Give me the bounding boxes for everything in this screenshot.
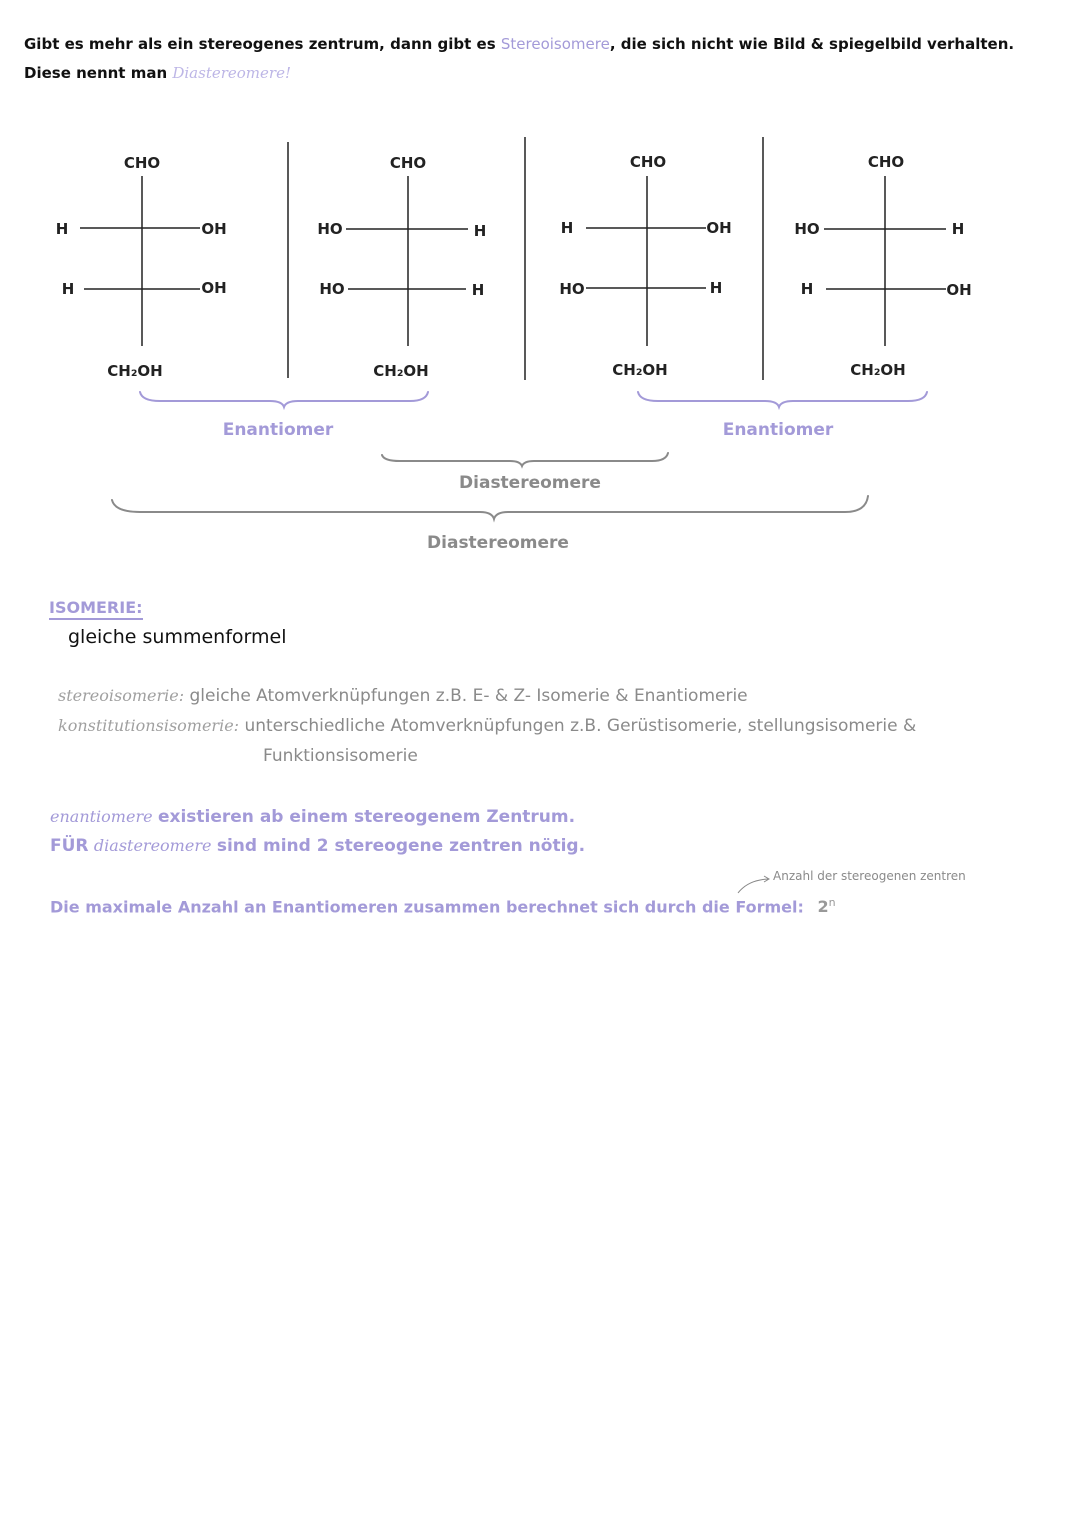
bottom-group: CH₂OH [107, 362, 163, 380]
stereoisomerie-definition: gleiche Atomverknüpfungen z.B. E- & Z- Isomerie & Enantiomerie [189, 686, 748, 706]
formula-text: Die maximale Anzahl an Enantiomeren zusammen berechnet sich durch die Formel: [50, 897, 804, 917]
row1-left-group: H [55, 220, 69, 238]
fischer-structure-4-lines [824, 176, 946, 346]
row2-left-group: HO [319, 280, 345, 298]
enantiomer-brace-1 [140, 392, 428, 407]
intro-text-2: , die sich nicht wie Bild & spiegelbild verhalten. [609, 35, 1015, 53]
top-group: CHO [629, 153, 667, 171]
diastereomere-text: sind mind 2 stereogene zentren nötig. [216, 836, 586, 856]
row1-left-group: H [560, 219, 574, 237]
stereoisomerie-line [58, 686, 748, 706]
diastereomere-brace-outer [112, 496, 868, 519]
diastereomere-brace-inner [382, 453, 668, 466]
row2-left-group: H [61, 280, 75, 298]
isomerie-heading: ISOMERIE: [49, 598, 143, 620]
row1-right-group: OH [706, 219, 732, 237]
fuer-text: FÜR [50, 836, 89, 856]
fischer-structure-3-lines [586, 176, 706, 346]
diastereomere-label-inner: Diastereomere [459, 473, 601, 493]
row2-right-group: H [709, 279, 723, 297]
isomerie-subtitle: gleiche summenformel [68, 626, 287, 648]
row1-left-group: HO [317, 220, 343, 238]
enantiomer-label-1: Enantiomer [222, 420, 334, 440]
exponent-annotation: Anzahl der stereogenen zentren [773, 869, 966, 883]
row2-right-group: OH [946, 281, 972, 299]
enantiomer-label-2: Enantiomer [722, 420, 834, 440]
bottom-group: CH₂OH [373, 362, 429, 380]
row2-right-group: H [471, 281, 485, 299]
konstitutionsisomerie-definition: unterschiedliche Atomverknüpfungen z.B. Gerüstisomerie, stellungsisomerie & [244, 716, 917, 736]
top-group: CHO [867, 153, 905, 171]
fischer-structure-1-lines [80, 176, 200, 346]
row2-left-group: H [800, 280, 814, 298]
bottom-group: CH₂OH [850, 361, 906, 379]
enantiomere-fact [50, 807, 575, 827]
row1-left-group: HO [794, 220, 820, 238]
enantiomere-term: enantiomere [50, 807, 153, 826]
row1-right-group: H [951, 220, 965, 238]
diastereomere-fact [50, 836, 585, 856]
row2-left-group: HO [559, 280, 585, 298]
bottom-group: CH₂OH [612, 361, 668, 379]
row1-right-group: H [473, 222, 487, 240]
diastereomere-label-outer: Diastereomere [427, 533, 569, 553]
row2-right-group: OH [201, 279, 227, 297]
konstitutionsisomerie-term: konstitutionsisomerie: [58, 716, 240, 735]
diastereomere-highlight: Diastereomere! [172, 64, 291, 82]
formula-base: 2 [817, 897, 829, 917]
intro-text: Gibt es mehr als ein stereogenes zentrum, dann gibt es [24, 35, 496, 53]
enantiomer-brace-2 [638, 392, 927, 407]
enantiomere-text: existieren ab einem stereogenem Zentrum. [157, 807, 576, 827]
diastereomere-term: diastereomere [93, 836, 212, 855]
formula-exponent: n [828, 896, 836, 909]
formula-line [50, 896, 836, 916]
top-group: CHO [389, 154, 427, 172]
konstitutionsisomerie-line [58, 716, 916, 736]
row1-right-group: OH [201, 220, 227, 238]
top-group: CHO [123, 154, 161, 172]
konstitutionsisomerie-definition-2: Funktionsisomerie [263, 746, 418, 766]
stereoisomere-highlight: Stereoisomere [500, 35, 610, 53]
fischer-structure-2-lines [346, 176, 468, 346]
stereoisomerie-term: stereoisomerie: [58, 686, 185, 705]
intro-text-3: Diese nennt man [24, 64, 168, 82]
